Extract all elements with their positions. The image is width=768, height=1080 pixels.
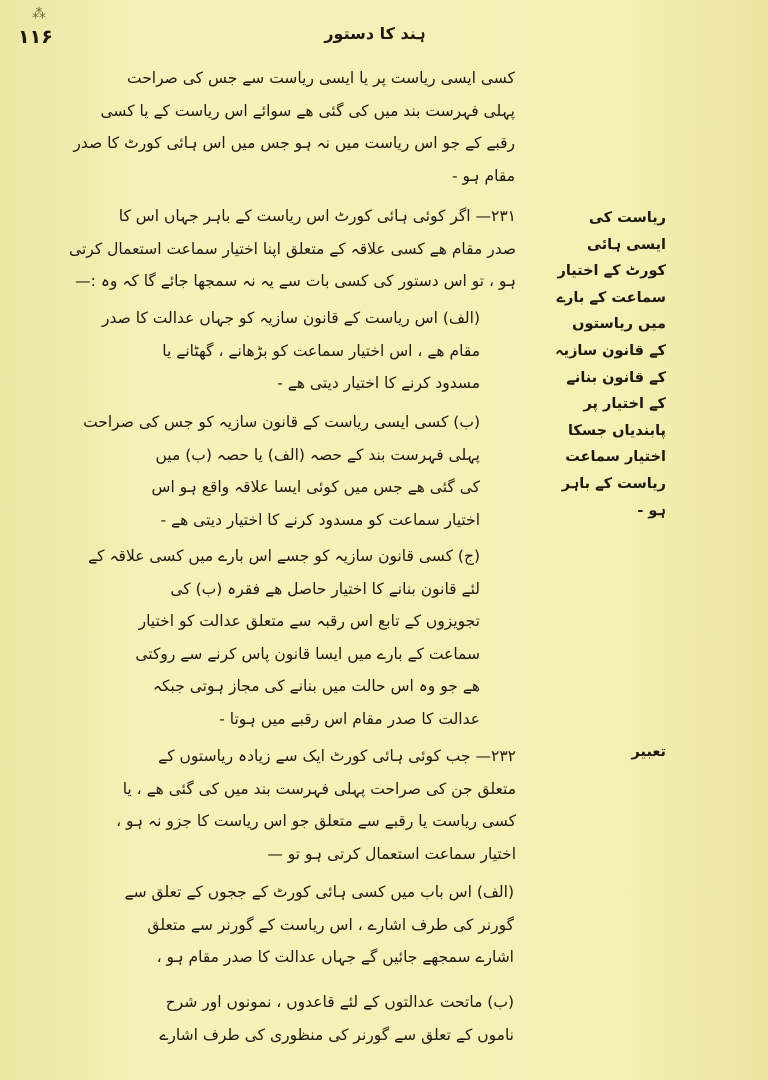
text-line: ناموں کے تعلق سے گورنر کی منظوری کی طرف اشارے [159, 1025, 514, 1044]
text-line: سماعت کے بارے میں ایسا قانون پاس کرنے سے روکتی [135, 644, 480, 663]
text-line: مسدود کرنے کا اختیار دیتی ھے - [277, 374, 480, 392]
section-232 [50, 740, 516, 870]
text-line: پہلی فہرست بند میں کی گئی ھے سوائے اس ریاست کے یا کسی [100, 101, 515, 120]
text-line: کسی ایسی ریاست پر یا ایسی ریاست سے جس کی صراحت [126, 69, 515, 87]
margin-line: ریاست کے باہر [561, 475, 666, 492]
page-number: ۱۱۶ [18, 26, 53, 48]
text-line: (ج) کسی قانون سازیہ کو جسے اس بارے میں کسی علاقہ کے [88, 547, 480, 565]
text-line: رقبے کے جو اس ریاست میں نہ ہو جس میں اس ہائی کورٹ کا صدر [73, 134, 515, 152]
text-line: ۲۳۱— اگر کوئی ہائی کورٹ اس ریاست کے باہر جہاں اس کا [118, 207, 516, 225]
text-line: (الف) اس ریاست کے قانون سازیہ کو جہاں عدالت کا صدر [102, 309, 480, 327]
margin-line: ریاست کی [589, 210, 666, 226]
text-line: (الف) اس باب میں کسی ہائی کورٹ کے ججوں کے تعلق سے [124, 883, 514, 901]
text-line: اختیار سماعت کو مسدود کرنے کا اختیار دیتی ھے - [160, 510, 480, 529]
clause-be [83, 406, 480, 536]
margin-line: کے اختیار پر [583, 396, 666, 413]
clause-alif [102, 302, 480, 400]
section-232-clause-be [52, 986, 514, 1051]
margin-note-232: تعبیر [631, 744, 666, 760]
text-line: گورنر کی طرف اشارے ، اس ریاست کے گورنر سے متعلق [147, 915, 514, 934]
text-line: اشارے سمجھے جائیں گے جہاں عدالت کا صدر مقام ہو ، [156, 948, 514, 966]
intro-paragraph [60, 62, 515, 192]
text-line: (ب) ماتحت عدالتوں کے لئے قاعدوں ، نمونوں اور شرح [165, 993, 514, 1011]
text-line: لئے قانون بنانے کا اختیار حاصل ھے فقرہ (ب) کی [170, 579, 480, 598]
text-line: عدالت کا صدر مقام اس رقبے میں ہوتا - [219, 709, 480, 728]
text-line: پہلی فہرست بند کے حصہ (الف) یا حصہ (ب) میں [155, 445, 480, 464]
text-line: ۲۳۲— جب کوئی ہائی کورٹ ایک سے زیادہ ریاستوں کے [158, 747, 516, 765]
margin-line: کے قانون سازیہ [555, 342, 666, 359]
text-line: ہو ، تو اس دستور کی کسی بات سے یہ نہ سمجھا جائے گا کہ وہ :— [75, 272, 516, 290]
scan-mark: ⁂ [32, 6, 46, 22]
section-232-clause-alif [52, 876, 514, 974]
text-line: متعلق جن کی صراحت پہلی فہرست بند میں کی گئی ھے ، یا [122, 779, 516, 798]
margin-line: میں ریاستوں [572, 316, 666, 333]
text-line: مقام ہو - [452, 166, 515, 185]
margin-line: اختیار سماعت [565, 449, 666, 466]
margin-note-231 [538, 205, 666, 524]
text-line: (ب) کسی ایسی ریاست کے قانون سازیہ کو جس کی صراحت [83, 413, 480, 431]
clause-jeem [88, 540, 480, 735]
text-line: اختیار سماعت استعمال کرتی ہو تو — [267, 844, 516, 863]
running-title: ہند کا دستور [324, 24, 426, 43]
margin-line: ہو - [637, 502, 666, 519]
text-line: تجویزوں کے تابع اس رقبہ سے متعلق عدالت کو اختیار [138, 612, 480, 630]
text-line: مقام ھے ، اس اختیار سماعت کو بڑھانے ، گھٹانے یا [162, 341, 480, 360]
margin-line: ایسی ہائی [587, 236, 666, 253]
text-line: کی گئی ھے جس میں کوئی ایسا علاقہ واقع ہو اس [151, 478, 480, 496]
margin-line: کورٹ کے اختیار [557, 263, 666, 280]
section-231 [58, 200, 516, 298]
margin-line: سماعت کے بارے [556, 289, 666, 306]
margin-line: پابندیاں جسکا [567, 422, 666, 439]
text-line: ھے جو وہ اس حالت میں بنانے کی مجاز ہوتی جبکہ [152, 677, 480, 695]
text-line: صدر مقام ھے کسی علاقہ کے متعلق اپنا اختیار سماعت استعمال کرتی [69, 239, 516, 258]
margin-line: کے قانون بنانے [566, 369, 666, 386]
text-line: کسی ریاست یا رقبے سے متعلق جو اس ریاست کا جزو نہ ہو ، [116, 812, 516, 830]
